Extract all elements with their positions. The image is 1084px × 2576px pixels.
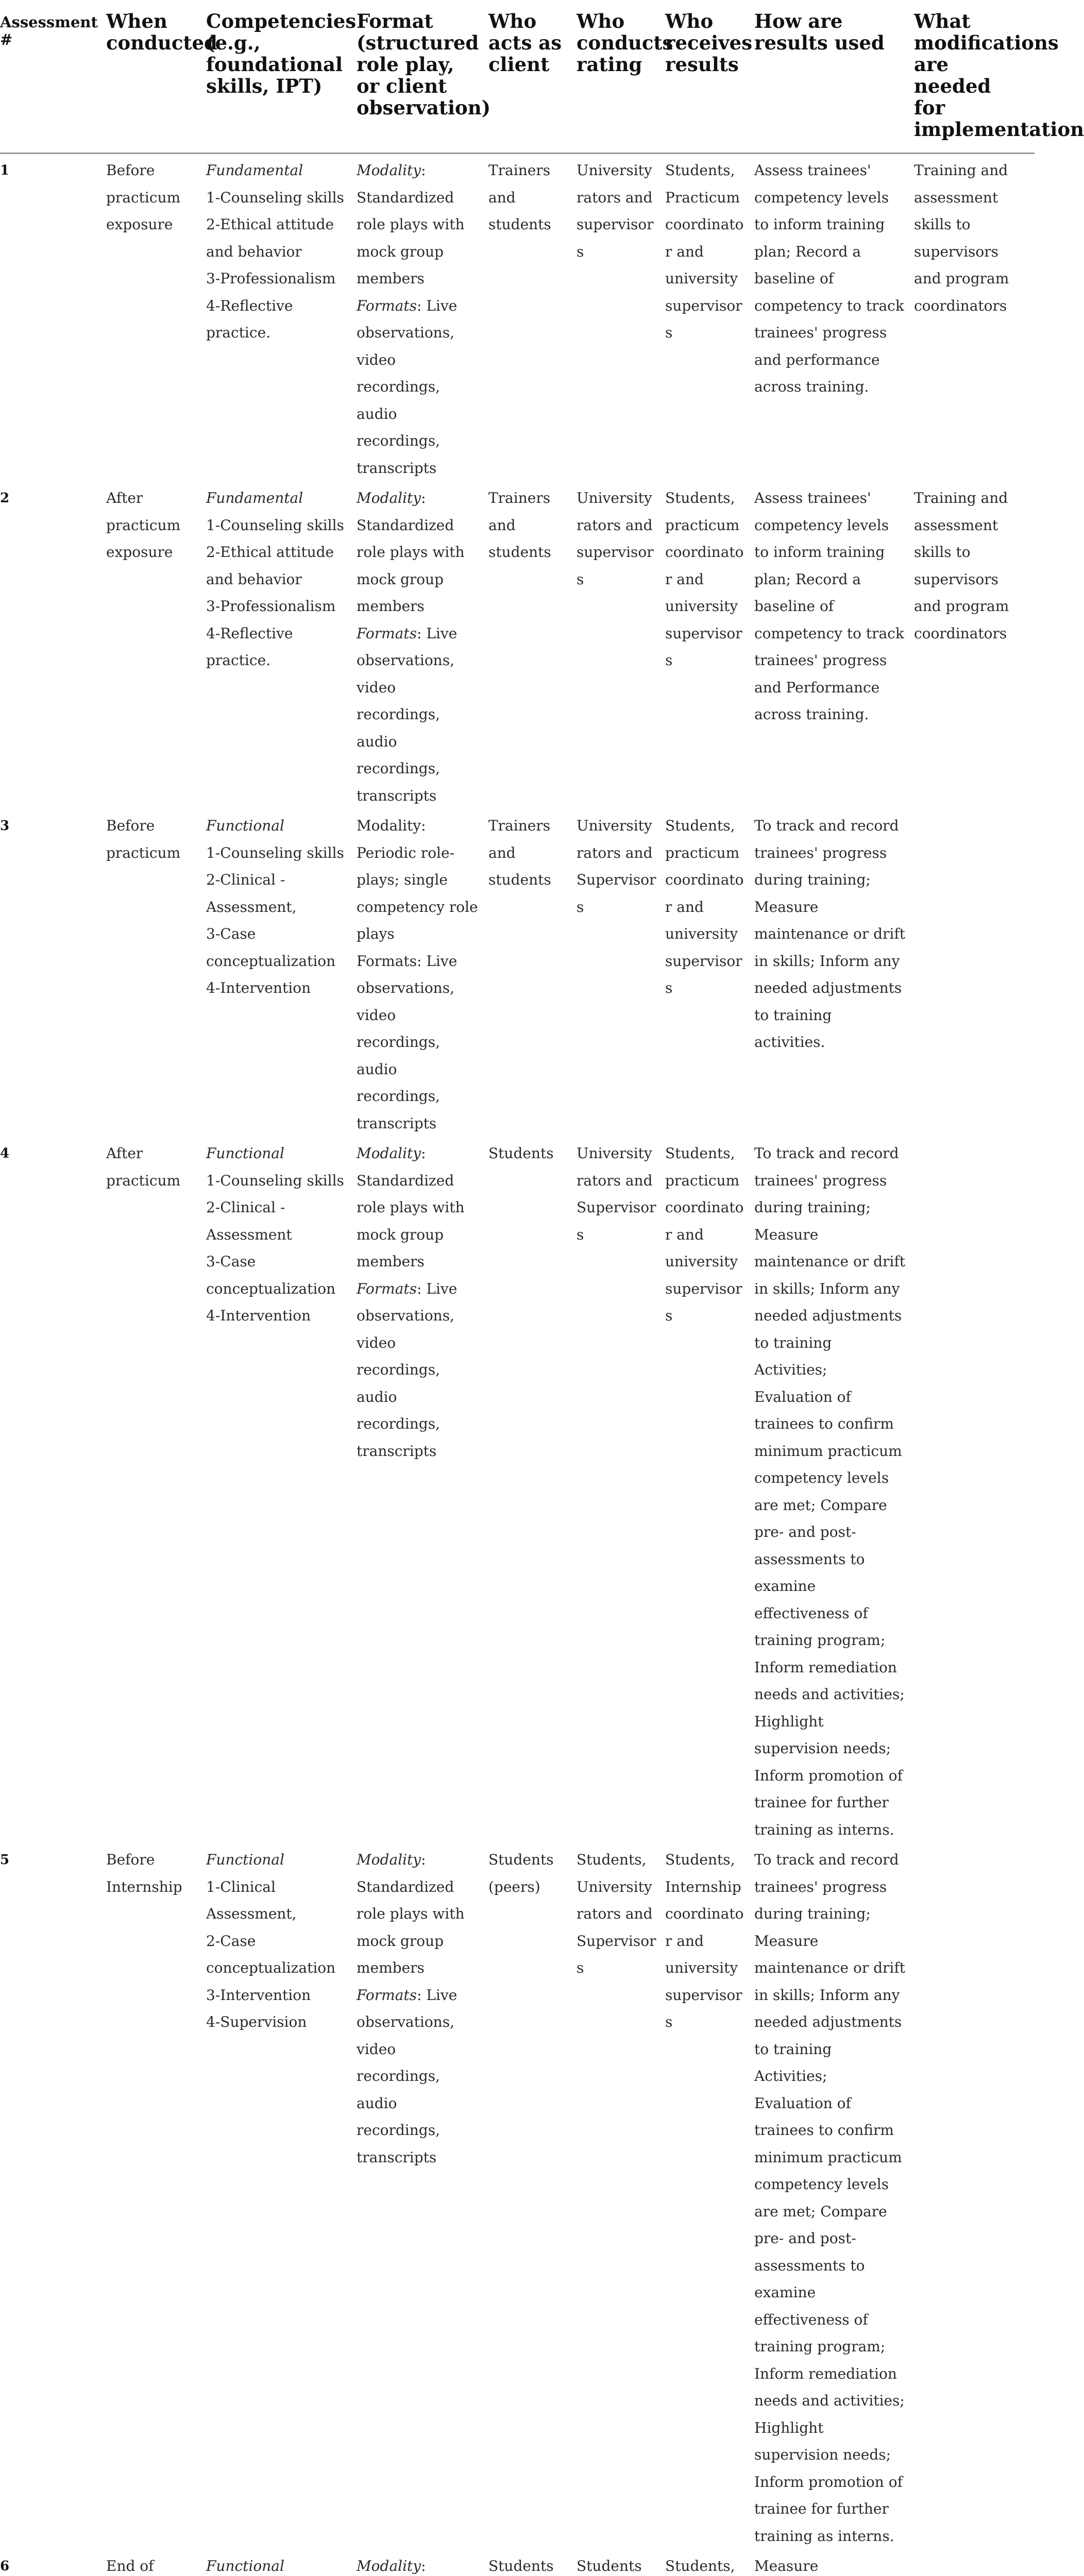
cell-how-results-used: To track and record trainees' progress during training; Measure maintenance or drift in skills; Inform any needed adjustments to training activities. [754, 809, 914, 1137]
formats-text: : Live observations, video recordings, audio recordings, transcripts [357, 1987, 457, 2166]
modality-line [357, 2553, 481, 2576]
cell-when-conducted: After practicum exposure [106, 482, 206, 809]
competency-type: Functional [206, 1140, 349, 1167]
cell-modifications-needed [914, 809, 1035, 1137]
cell-modifications-needed [914, 2550, 1035, 2576]
formats-text: : Live observations, video recordings, audio recordings, transcripts [357, 625, 457, 804]
cell-how-results-used: To track and record trainees' progress during training; Measure maintenance or drift in skills; Inform any needed adjustments to training Activities; Evaluation of trainees to confirm minimum practicum competency levels are met; Compare pre- and post-assessments to examine effectiveness of training program; Inform remediation needs and activities; Highlight supervision needs; Inform promotion of trainee for further training as interns. [754, 1137, 914, 1843]
competency-list [206, 1874, 349, 2036]
cell-when-conducted: Before practicum [106, 809, 206, 1137]
competency-type: Fundamental [206, 157, 349, 184]
cell-how-results-used: Assess trainees' competency levels to inform training plan; Record a baseline of competency to track trainees' progress and Performance across training. [754, 482, 914, 809]
cell-how-results-used: Assess trainees' competency levels to inform training plan; Record a baseline of competency to track trainees' progress and performance across training. [754, 154, 914, 482]
modality-text: : [357, 2557, 465, 2576]
header-assessment-number: Assessment # [0, 0, 106, 154]
cell-who-acts-as-client: Students [488, 2550, 577, 2576]
competency-item: 4-Intervention [206, 975, 349, 1002]
cell-format [357, 809, 488, 1137]
cell-format [357, 154, 488, 482]
cell-when-conducted: End of [106, 2550, 206, 2576]
formats-label: Formats [357, 1987, 417, 2004]
cell-competencies [206, 2550, 357, 2576]
header-when-conducted: When conducted [106, 0, 206, 154]
cell-who-acts-as-client: Trainers and students [488, 154, 577, 482]
formats-line [357, 293, 481, 482]
competency-type: Functional [206, 1846, 349, 1874]
table-row [0, 809, 1035, 1137]
competency-type: Functional [206, 812, 349, 840]
cell-how-results-used: To track and record trainees' progress during training; Measure maintenance or drift in skills; Inform any needed adjustments to training Activities; Evaluation of trainees to confirm minimum practicum competency levels are met; Compare pre- and post-assessments to examine effectiveness of training program; Inform remediation needs and activities; Highlight supervision needs; Inform promotion of trainee for further training as interns. [754, 1843, 914, 2550]
cell-who-conducts-rating: Students, University rators and Supervisors [577, 1843, 665, 2550]
formats-label: Formats [357, 1280, 417, 1297]
competency-item: 2-Ethical attitude and behavior [206, 211, 349, 265]
competency-item: 2-Clinical -Assessment [206, 1194, 349, 1248]
cell-who-receives-results: Students, practicum coordinator and university supervisors [665, 809, 754, 1137]
competency-item: 3-Case conceptualization [206, 921, 349, 975]
cell-competencies [206, 154, 357, 482]
cell-when-conducted: After practicum [106, 1137, 206, 1843]
competency-item: 3-Professionalism [206, 265, 349, 293]
cell-competencies [206, 1843, 357, 2550]
competency-item: 1-Counseling skills [206, 840, 349, 867]
modality-label: Modality [357, 1145, 421, 1162]
table-row [0, 1137, 1035, 1843]
competency-list [206, 1167, 349, 1330]
competency-list [206, 840, 349, 1002]
table-row [0, 482, 1035, 809]
table-row [0, 1843, 1035, 2550]
cell-assessment-number: 1 [0, 154, 106, 482]
cell-modifications-needed [914, 1843, 1035, 2550]
cell-who-conducts-rating: Students [577, 2550, 665, 2576]
cell-who-conducts-rating: University rators and supervisors [577, 154, 665, 482]
cell-assessment-number: 3 [0, 809, 106, 1137]
cell-competencies [206, 1137, 357, 1843]
modality-label: Modality [357, 162, 421, 179]
modality-text: : Standardized role plays with mock group members [357, 1851, 465, 1976]
formats-line [357, 1276, 481, 1465]
modality-label: Modality [357, 2557, 421, 2574]
modality-line [357, 1140, 481, 1276]
competency-item: 1-Counseling skills [206, 512, 349, 539]
competency-item: 1-Counseling skills [206, 184, 349, 212]
cell-when-conducted: Before practicum exposure [106, 154, 206, 482]
cell-who-conducts-rating: University rators and Supervisors [577, 1137, 665, 1843]
modality-text: : Standardized role plays with mock group members [357, 162, 465, 287]
modality-label: Modality [357, 1851, 421, 1868]
cell-format [357, 482, 488, 809]
table-body [0, 154, 1035, 2576]
formats-line [357, 1982, 481, 2172]
cell-who-receives-results: Students, practicum coordinator and university supervisors [665, 1137, 754, 1843]
competency-item: 4-Intervention [206, 1302, 349, 1330]
formats-text: : Live observations, video recordings, audio recordings, transcripts [357, 1280, 457, 1460]
modality-text: : Periodic role-plays; single competency role plays [357, 817, 478, 942]
header-how-results-used: How are results used [754, 0, 914, 154]
cell-assessment-number: 5 [0, 1843, 106, 2550]
cell-modifications-needed: Training and assessment skills to supervisors and program coordinators [914, 154, 1035, 482]
formats-text: : Live observations, video recordings, audio recordings, transcripts [357, 953, 457, 1132]
cell-how-results-used: Measure [754, 2550, 914, 2576]
cell-who-receives-results: Students, Practicum coordinator and university supervisors [665, 154, 754, 482]
cell-modifications-needed: Training and assessment skills to supervisors and program coordinators [914, 482, 1035, 809]
modality-line [357, 1846, 481, 1982]
formats-label: Formats [357, 297, 417, 314]
header-competencies: Competencies (e.g., foundational skills, IPT) [206, 0, 357, 154]
cell-who-acts-as-client: Students (peers) [488, 1843, 577, 2550]
formats-line [357, 948, 481, 1138]
cell-who-receives-results: Students, [665, 2550, 754, 2576]
cell-who-acts-as-client: Trainers and students [488, 482, 577, 809]
cell-format [357, 2550, 488, 2576]
competency-item: 2-Clinical -Assessment, [206, 867, 349, 921]
cell-who-receives-results: Students, practicum coordinator and university supervisors [665, 482, 754, 809]
competency-item: 4-Reflective practice. [206, 293, 349, 347]
competency-list [206, 184, 349, 347]
cell-assessment-number: 6 [0, 2550, 106, 2576]
competency-list [206, 512, 349, 674]
competency-item: 3-Case conceptualization [206, 1248, 349, 1302]
modality-line [357, 157, 481, 293]
competency-item: 3-Intervention [206, 1982, 349, 2009]
formats-line [357, 620, 481, 810]
cell-who-receives-results: Students, Internship coordinator and university supervisors [665, 1843, 754, 2550]
competency-item: 2-Ethical attitude and behavior [206, 539, 349, 593]
cell-who-conducts-rating: University rators and Supervisors [577, 809, 665, 1137]
table-header [0, 0, 1035, 154]
cell-modifications-needed [914, 1137, 1035, 1843]
header-who-acts-as-client: Who acts as client [488, 0, 577, 154]
competency-item: 4-Reflective practice. [206, 620, 349, 674]
modality-label: Modality [357, 489, 421, 506]
cell-who-acts-as-client: Students [488, 1137, 577, 1843]
table-row [0, 154, 1035, 482]
competency-item: 2-Case conceptualization [206, 1928, 349, 1982]
cell-assessment-number: 4 [0, 1137, 106, 1843]
modality-label: Modality [357, 817, 421, 834]
cell-competencies [206, 809, 357, 1137]
competency-item: 1-Counseling skills [206, 1167, 349, 1195]
competency-item: 3-Professionalism [206, 593, 349, 620]
cell-competencies [206, 482, 357, 809]
cell-who-acts-as-client: Trainers and students [488, 809, 577, 1137]
header-who-conducts-rating: Who conducts rating [577, 0, 665, 154]
header-who-receives-results: Who receives results [665, 0, 754, 154]
cell-who-conducts-rating: University rators and supervisors [577, 482, 665, 809]
modality-line [357, 485, 481, 620]
formats-text: : Live observations, video recordings, audio recordings, transcripts [357, 297, 457, 477]
competency-type: Functional [206, 2553, 349, 2576]
table-row [0, 2550, 1035, 2576]
competency-type: Fundamental [206, 485, 349, 512]
competency-item: 1-Clinical Assessment, [206, 1874, 349, 1928]
cell-format [357, 1843, 488, 2550]
cell-assessment-number: 2 [0, 482, 106, 809]
modality-text: : Standardized role plays with mock group members [357, 1145, 465, 1270]
header-row [0, 0, 1035, 154]
competency-item: 4-Supervision [206, 2009, 349, 2036]
cell-format [357, 1137, 488, 1843]
header-modifications-needed: What modifications are needed for implementation [914, 0, 1035, 154]
modality-line [357, 812, 481, 948]
cell-when-conducted: Before Internship [106, 1843, 206, 2550]
header-format: Format (structured role play, or client observation) [357, 0, 488, 154]
modality-text: : Standardized role plays with mock group members [357, 489, 465, 615]
formats-label: Formats [357, 953, 417, 970]
formats-label: Formats [357, 625, 417, 642]
